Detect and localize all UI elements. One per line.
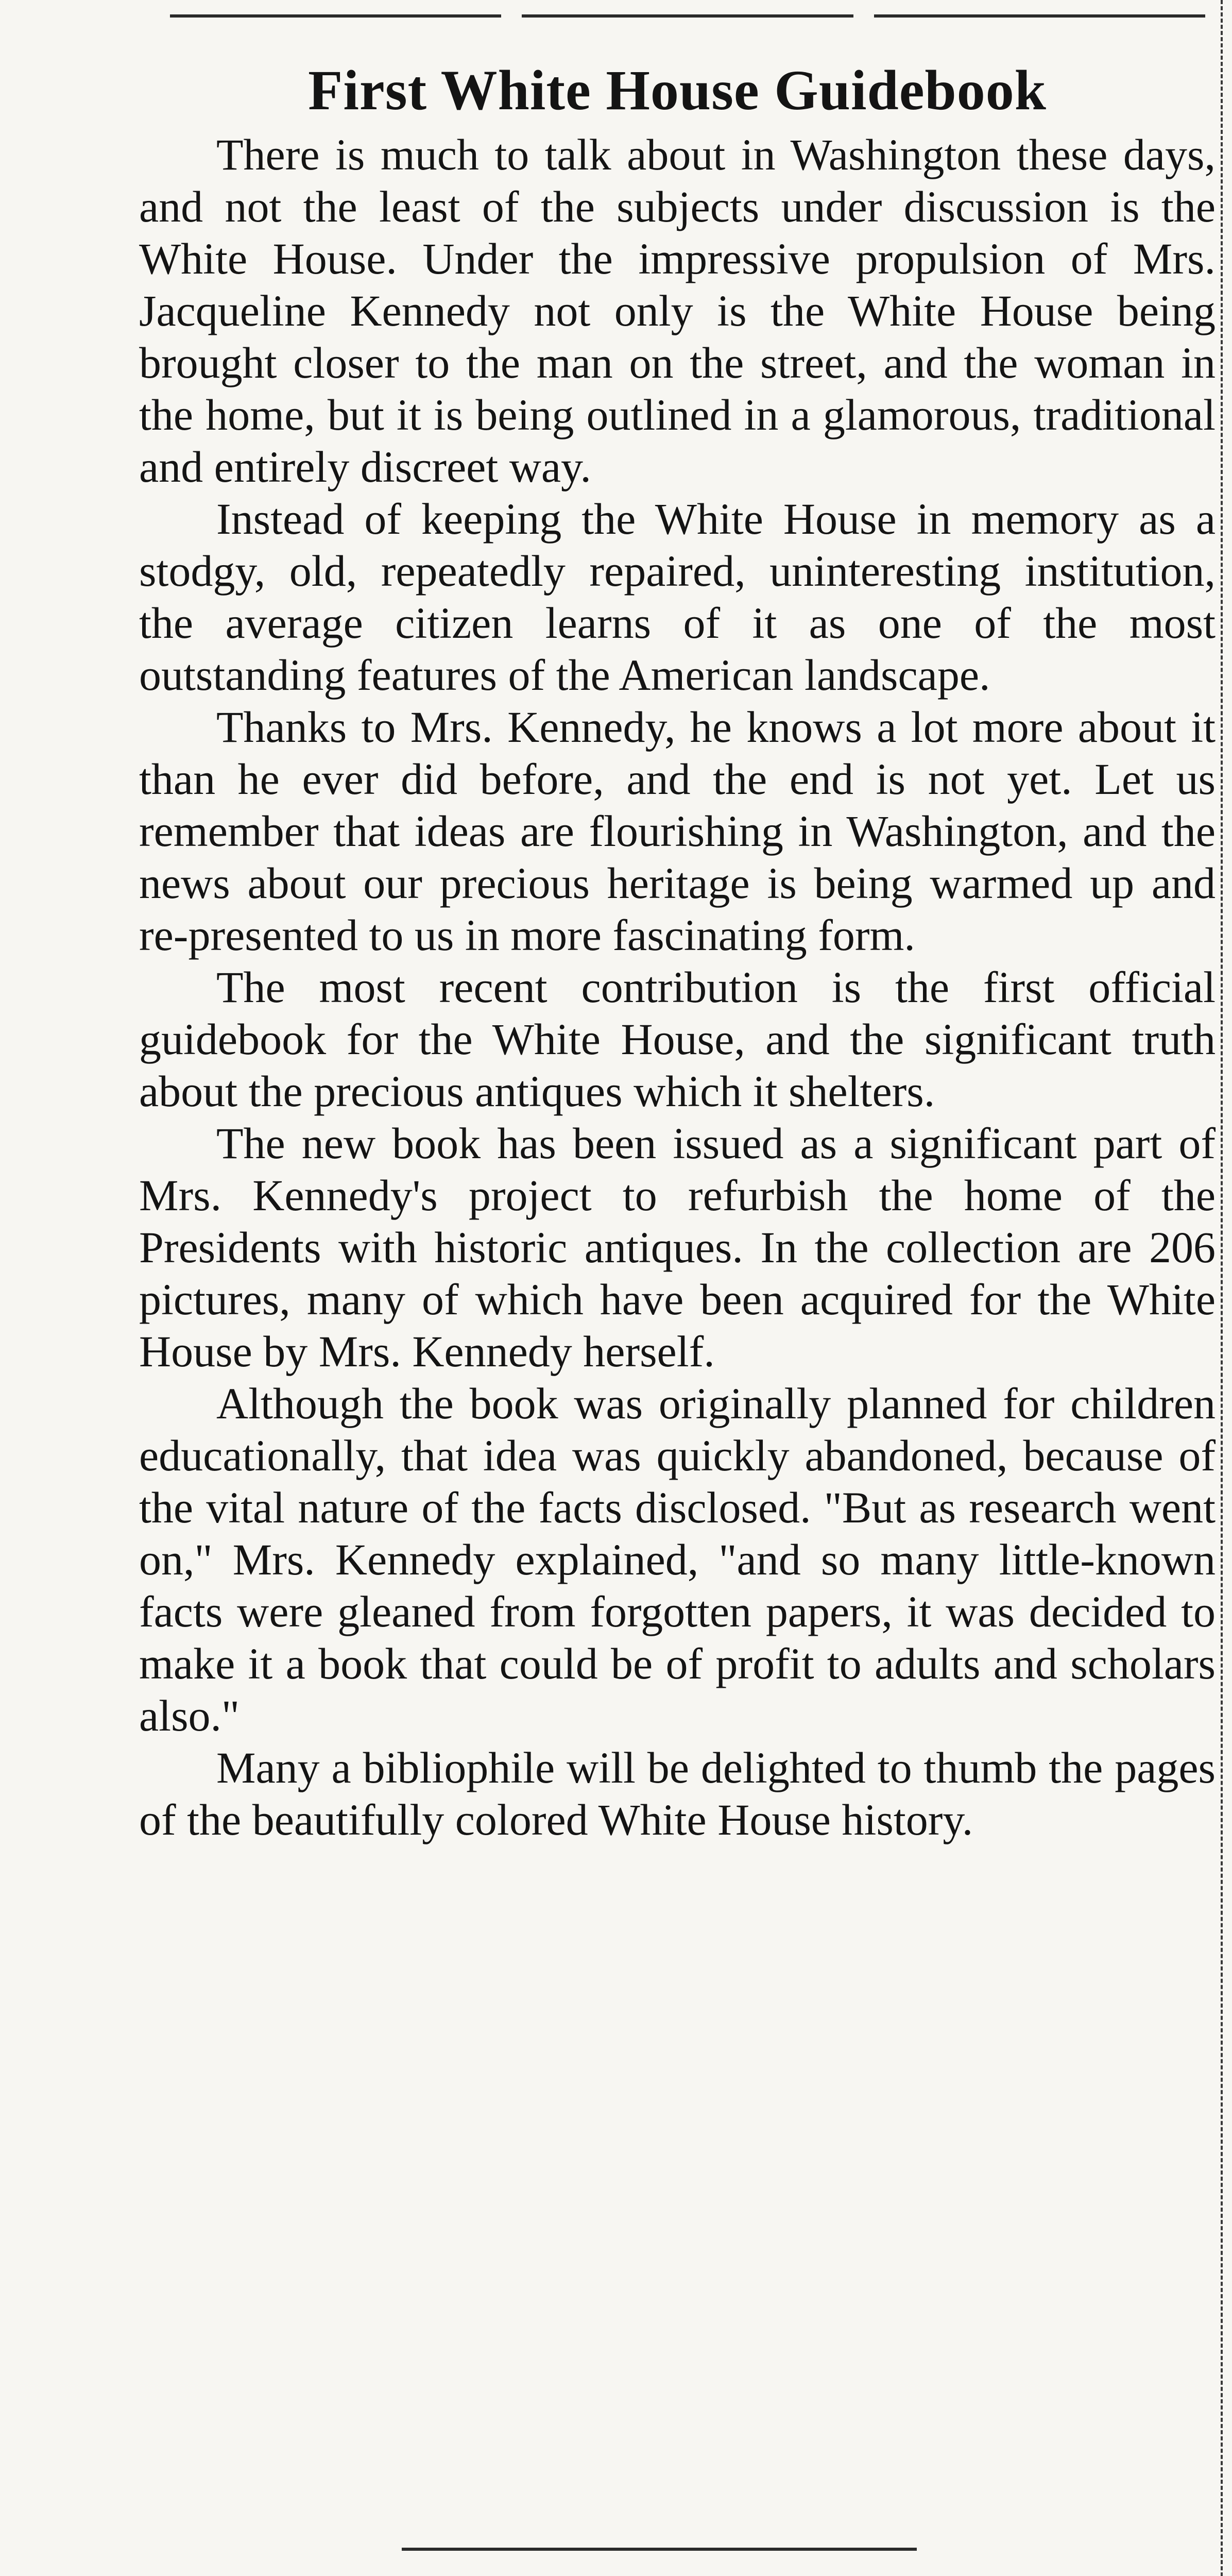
rule-segment (522, 14, 853, 18)
article-body (139, 129, 1216, 1846)
bottom-divider-rule (402, 2548, 917, 2551)
rule-segment (874, 14, 1205, 18)
paragraph: There is much to talk about in Washington these days, and not the least of the subjects under discussion is the White House. Under the impressive propulsion of Mrs. Jacqueline Kennedy not only is the White House being brought closer to the man on the street, and the woman in the home, but it is being outlined in a glamorous, traditional and entirely discreet way. (139, 130, 1216, 492)
rule-segment (170, 14, 501, 18)
column-edge-divider (1221, 0, 1232, 2576)
top-divider-rule (170, 14, 1205, 18)
article (139, 46, 1216, 1846)
paragraph: Although the book was originally planned for children educationally, that idea was quickly abandoned, because of the vital nature of the facts disclosed. "But as research went on," Mrs. Kennedy explained, "and so many little-known facts were gleaned from forgotten papers, it was decided to make it a book that could be of profit to adults and scholars also." (139, 1379, 1216, 1740)
paragraph: The new book has been issued as a significant part of Mrs. Kennedy's project to refurbish the home of the Presidents with historic antiques. In the collection are 206 pictures, many of which have been acquired for the White House by Mrs. Kennedy herself. (139, 1118, 1216, 1376)
article-headline: First White House Guidebook (308, 59, 1047, 122)
paragraph: Many a bibliophile will be delighted to thumb the pages of the beautifully colored White House history. (139, 1743, 1216, 1844)
paragraph: Instead of keeping the White House in memory as a stodgy, old, repeatedly repaired, uninteresting institution, the average citizen learns of it as one of the most outstanding features of the American landscape. (139, 494, 1216, 700)
paragraph: Thanks to Mrs. Kennedy, he knows a lot more about it than he ever did before, and the end is not yet. Let us remember that ideas are flourishing in Washington, and the news about our precious heritage is being warmed up and re-presented to us in more fascinating form. (139, 702, 1216, 960)
paragraph: The most recent contribution is the first official guidebook for the White House, and the significant truth about the precious antiques which it shelters. (139, 962, 1216, 1116)
